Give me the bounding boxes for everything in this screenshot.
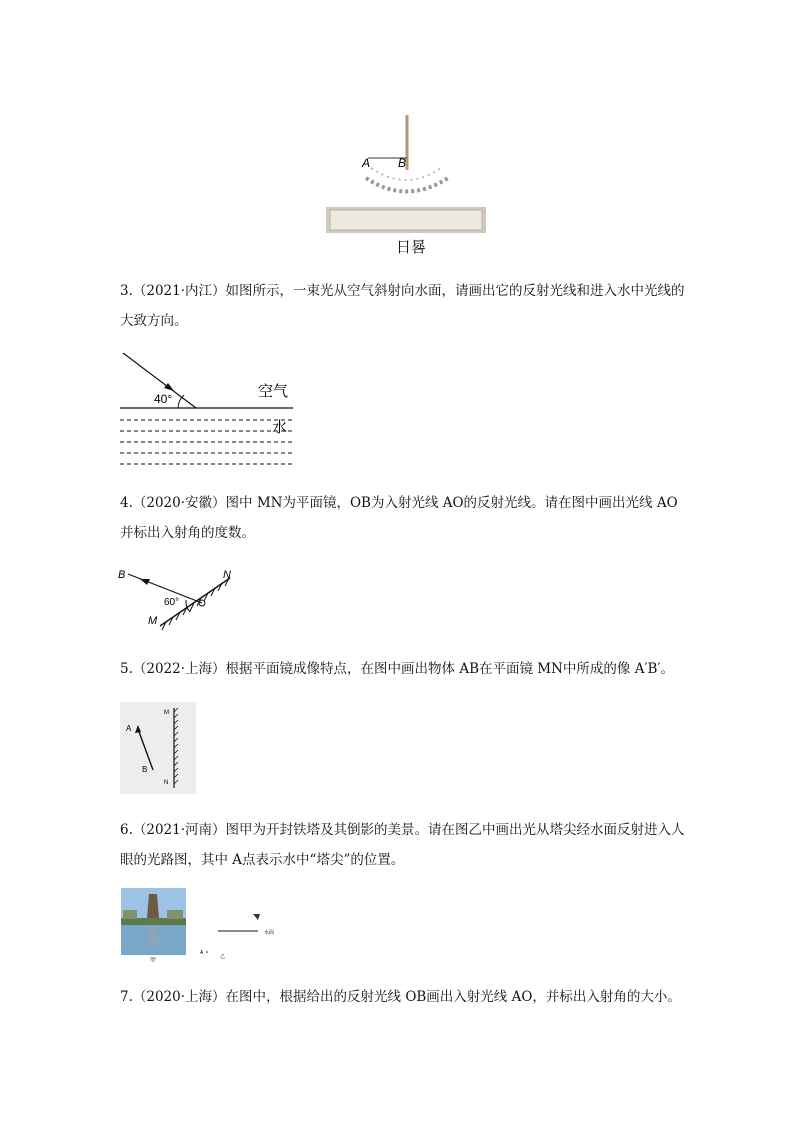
fig6-a: A	[200, 950, 204, 956]
question-3: 3.（2021·内江）如图所示，一束光从空气斜射向水面，请画出它的反射光线和进入水中光线的大致方向。	[120, 283, 685, 329]
fig4-m: M	[148, 615, 158, 627]
fig3-angle: 40°	[154, 392, 173, 406]
figure-5	[120, 702, 196, 794]
fig3-water: 水	[272, 419, 288, 436]
fig5-m: M	[164, 710, 169, 716]
fig3-air: 空气	[258, 383, 289, 400]
fig4-n: N	[223, 569, 231, 581]
sundial-figure	[326, 110, 486, 235]
fig5-a: A	[126, 724, 132, 733]
fig4-angle: 60°	[164, 597, 180, 608]
question-6: 6.（2021·河南）图甲为开封铁塔及其倒影的美景。请在图乙中画出光从塔尖经水面反射进入人眼的光路图，其中 A点表示水中“塔尖”的位置。	[120, 822, 685, 868]
figure-6-jia-photo	[121, 888, 186, 955]
question-7: 7.（2020·上海）在图中，根据给出的反射光线 OB画出入射光线 AO，并标出入射角的大小。	[120, 989, 681, 1005]
sundial-label-b: B	[398, 156, 407, 170]
figure-6-yi	[196, 906, 286, 962]
figure-3	[118, 348, 298, 468]
fig6-yi-label: 乙	[220, 954, 226, 960]
sundial-label-a: A	[362, 156, 371, 170]
question-4: 4.（2020·安徽）图中 MN为平面镜，OB为入射光线 AO的反射光线。请在图中画出光线 AO 并标出入射角的度数。	[120, 495, 678, 541]
sundial-image	[326, 110, 486, 235]
fig5-n: N	[164, 780, 169, 786]
fig4-b: B	[118, 569, 126, 581]
question-5: 5.（2022·上海）根据平面镜成像特点，在图中画出物体 AB在平面镜 MN中所成的像 A′B′。	[120, 661, 675, 677]
sundial-caption: 日晷	[396, 238, 427, 256]
fig5-b: B	[142, 765, 148, 774]
fig6-water-surface: 水面	[264, 930, 275, 936]
fig6-jia-label: 甲	[150, 957, 157, 964]
figure-4	[118, 566, 243, 636]
